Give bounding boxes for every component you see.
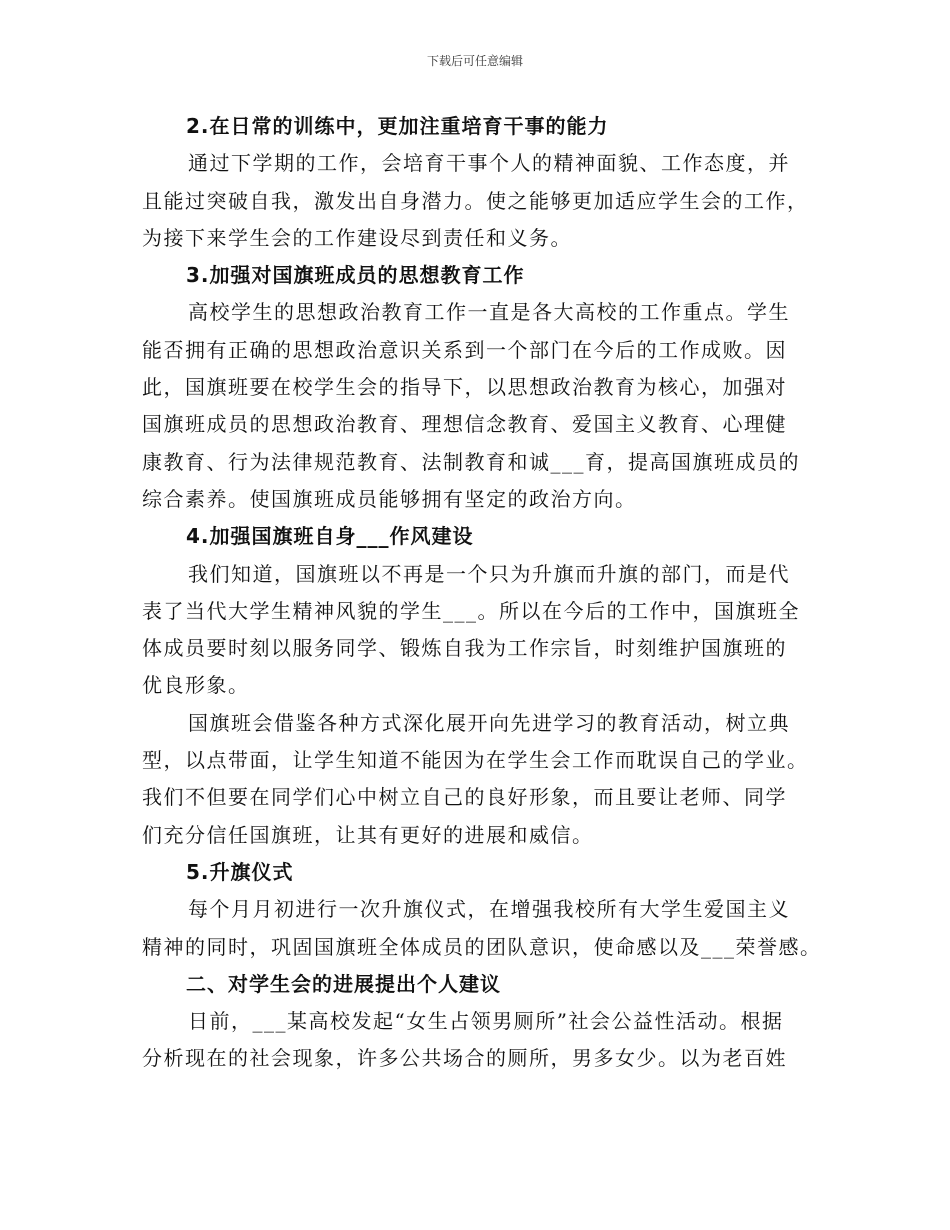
- text-line: 高校学生的思想政治教育工作一直是各大高校的工作重点。学生: [188, 300, 790, 325]
- text-line: 国旗班成员的思想政治教育、理想信念教育、爱国主义教育、心理健: [142, 412, 787, 437]
- text-line: 综合素养。使国旗班成员能够拥有坚定的政治方向。: [142, 486, 637, 511]
- paragraph: [142, 891, 822, 966]
- text-line: 为接下来学生会的工作建设尽到责任和义务。: [142, 225, 572, 250]
- text-line: 且能过突破自我，激发出自身潜力。使之能够更加适应学生会的工作，: [142, 188, 809, 213]
- text-line: 此，国旗班要在校学生会的指导下，以思想政治教育为核心，加强对: [142, 375, 787, 400]
- paragraph: [142, 1003, 810, 1078]
- paragraph: [142, 556, 810, 705]
- text-line: 我们知道，国旗班以不再是一个只为升旗而升旗的部门，而是代: [188, 561, 790, 586]
- text-line: 型，以点带面，让学生知道不能因为在学生会工作而耽误自己的学业。: [142, 748, 809, 773]
- text-line: 优良形象。: [142, 673, 250, 698]
- text-line: 表了当代大学生精神风貌的学生___。所以在今后的工作中，国旗班全: [142, 598, 800, 623]
- text-line: 体成员要时刻以服务同学、锻炼自我为工作宗旨，时刻维护国旗班的: [142, 636, 787, 661]
- text-line: 国旗班会借鉴各种方式深化展开向先进学习的教育活动，树立典: [188, 710, 790, 735]
- document-body: [142, 108, 822, 1078]
- text-line: 每个月月初进行一次升旗仪式，在增强我校所有大学生爱国主义: [188, 897, 790, 922]
- text-line: 日前，___某高校发起“女生占领男厕所”社会公益性活动。根据: [188, 1009, 784, 1034]
- text-line: 我们不但要在同学们心中树立自己的良好形象，而且要让老师、同学: [142, 785, 787, 810]
- paragraph: [142, 705, 810, 854]
- section-heading: 二、对学生会的进展提出个人建议: [186, 971, 501, 996]
- text-line: 分析现在的社会现象，许多公共场合的厕所，男多女少。以为老百姓: [142, 1046, 787, 1071]
- paragraph: [142, 294, 810, 518]
- text-line: 能否拥有正确的思想政治意识关系到一个部门在今后的工作成败。因: [142, 337, 787, 362]
- text-line: 精神的同时，巩固国旗班全体成员的团队意识，使命感以及___荣誉感。: [142, 934, 822, 959]
- page-header: 下载后可任意编辑: [426, 54, 523, 68]
- paragraph: [142, 145, 810, 257]
- text-line: 康教育、行为法律规范教育、法制教育和诚___育，提高国旗班成员的: [142, 449, 800, 474]
- section-heading: 3.加强对国旗班成员的思想教育工作: [186, 263, 525, 288]
- text-line: 通过下学期的工作，会培育干事个人的精神面貌、工作态度，并: [188, 151, 790, 176]
- section-heading: 4.加强国旗班自身___作风建设: [186, 524, 474, 549]
- text-line: 们充分信任国旗班，让其有更好的进展和威信。: [142, 822, 594, 847]
- section-heading: 5.升旗仪式: [186, 859, 294, 884]
- section-heading: 2.在日常的训练中，更加注重培育干事的能力: [186, 114, 609, 138]
